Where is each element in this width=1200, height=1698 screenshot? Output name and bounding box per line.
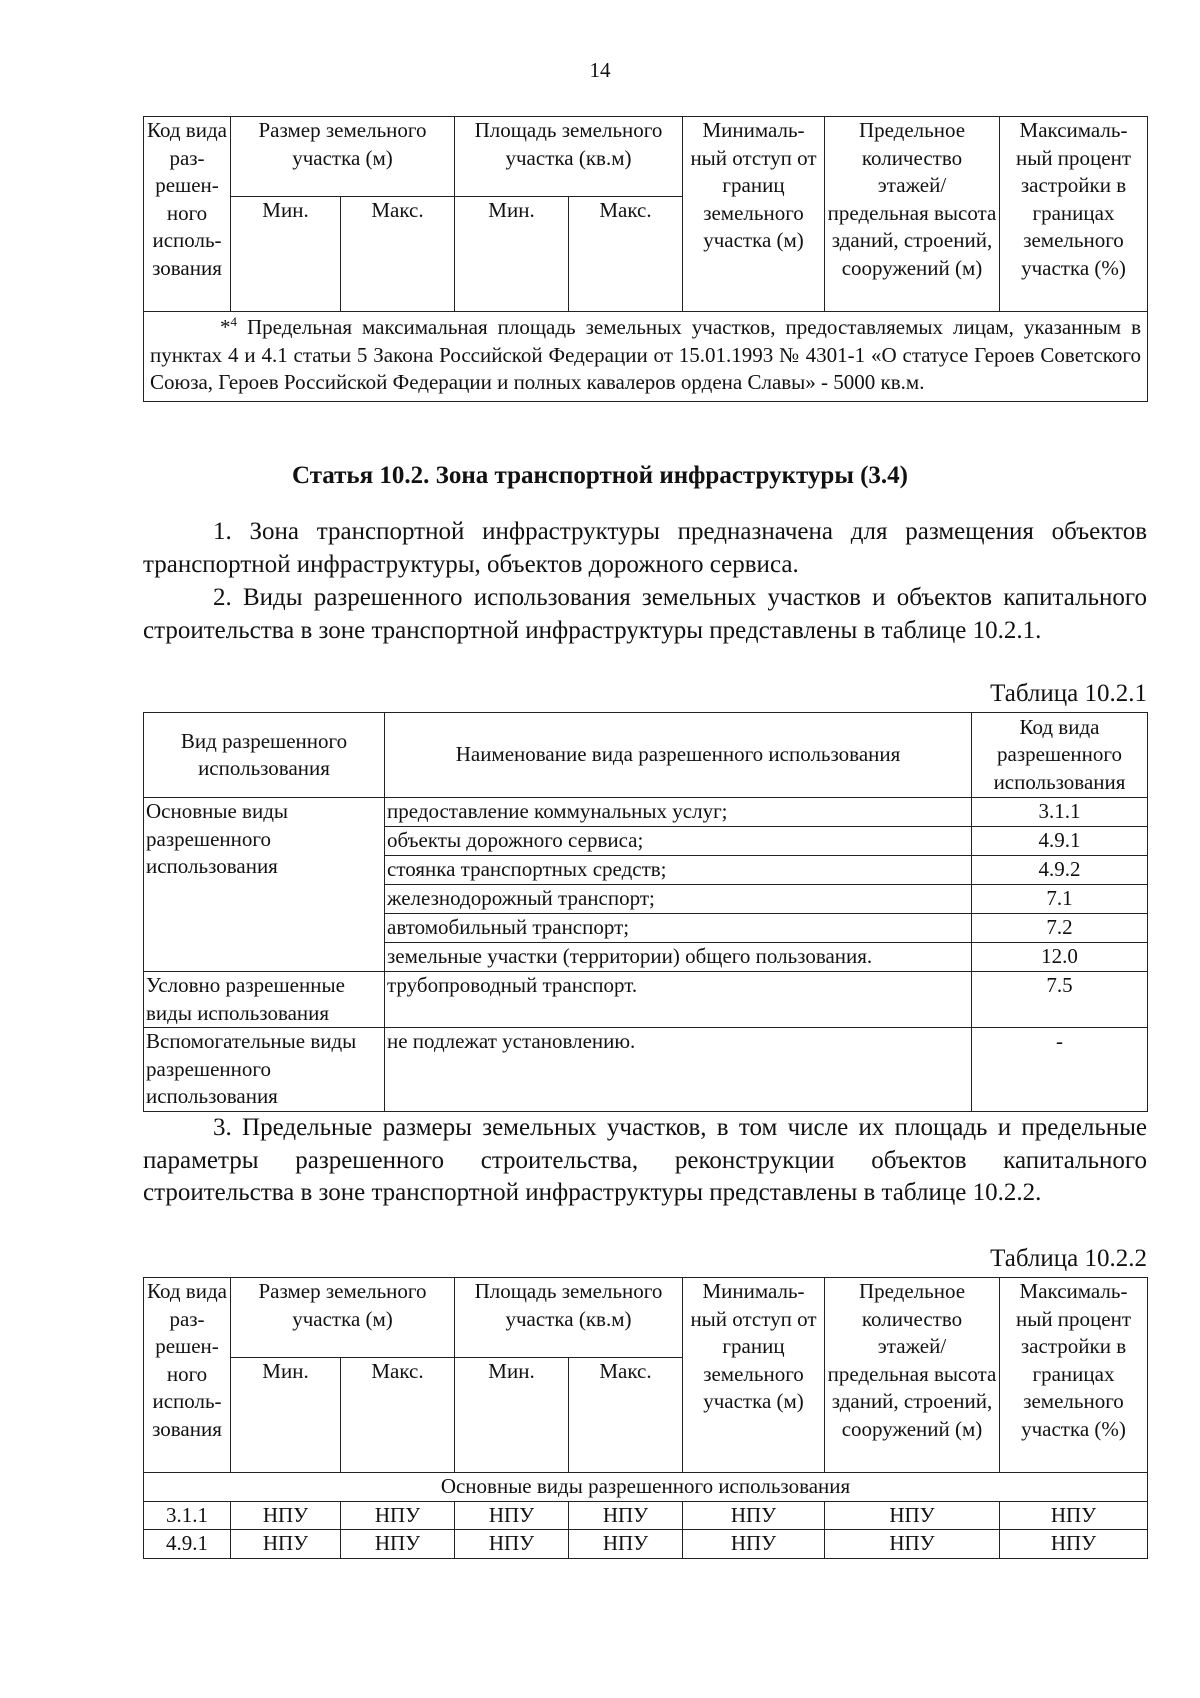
table-10-2-1	[143, 712, 1148, 1112]
t1-row-code: -	[972, 1028, 1148, 1112]
header-coverage: Максималь-ный процент застройки в границах земельного участка (%)	[1000, 1278, 1148, 1473]
footnote	[144, 312, 1148, 402]
t1-group-conditional: Условно разрешенные виды использования	[144, 972, 385, 1028]
header-plot-size: Размер земельного участка (м)	[231, 117, 455, 197]
t1-row-code: 7.5	[972, 972, 1148, 1028]
header-plot-area: Площадь земельного участка (кв.м)	[455, 1278, 683, 1358]
params-table-continuation	[143, 116, 1148, 402]
header-plot-area: Площадь земельного участка (кв.м)	[455, 117, 683, 197]
t1-row-code: 12.0	[972, 943, 1148, 972]
t2-cell: НПУ	[341, 1530, 455, 1559]
header-setback: Минималь-ный отступ от границ земельного участка (м)	[683, 1278, 825, 1473]
table1-caption: Таблица 10.2.1	[990, 680, 1147, 707]
header-floors: Предельное количество этажей/ предельная высота зданий, строений, сооружений (м)	[825, 117, 1000, 312]
footnote-sup: 4	[230, 314, 237, 329]
t1-row-code: 7.2	[972, 914, 1148, 943]
header-min: Мин.	[231, 197, 341, 312]
t1-header-kind: Вид разрешенного использования	[144, 713, 385, 798]
t2-cell: НПУ	[825, 1530, 1000, 1559]
t2-section-main: Основные виды разрешенного использования	[144, 1473, 1148, 1502]
paragraph-1	[143, 516, 1147, 581]
header-max: Макс.	[569, 197, 683, 312]
t2-cell: НПУ	[231, 1501, 341, 1530]
t1-header-code: Код вида разрешенного использования	[972, 713, 1148, 798]
header-floors: Предельное количество этажей/ предельная высота зданий, строений, сооружений (м)	[825, 1278, 1000, 1473]
header-coverage: Максималь-ный процент застройки в границах земельного участка (%)	[1000, 117, 1148, 312]
article-heading: Статья 10.2. Зона транспортной инфраструктуры (3.4)	[291, 462, 909, 489]
page-number: 14	[589, 58, 611, 82]
t1-group-main: Основные виды разрешенного использования	[144, 798, 385, 972]
paragraph-2	[143, 582, 1147, 647]
header-max: Макс.	[341, 197, 455, 312]
t1-row-code: 7.1	[972, 885, 1148, 914]
t2-cell: 3.1.1	[144, 1501, 231, 1530]
header-code: Код вида раз-решен-ного исполь-зования	[144, 1278, 231, 1473]
t1-row-name: не подлежат установлению.	[385, 1028, 972, 1112]
t1-row-name: автомобильный транспорт;	[385, 914, 972, 943]
t2-cell: 4.9.1	[144, 1530, 231, 1559]
header-min: Мин.	[455, 197, 569, 312]
t2-cell: НПУ	[231, 1530, 341, 1559]
t1-row-code: 3.1.1	[972, 798, 1148, 827]
paragraph-1-text: 1. Зона транспортной инфраструктуры предназначена для размещения объектов транспортной инфраструктуры, объектов дорожного сервиса.	[143, 518, 1147, 578]
header-code: Код вида раз-решен-ного исполь-зования	[144, 117, 231, 312]
t1-group-auxiliary: Вспомогательные виды разрешенного использования	[144, 1028, 385, 1112]
t2-cell: НПУ	[569, 1530, 683, 1559]
table2-caption: Таблица 10.2.2	[990, 1245, 1147, 1272]
header-setback: Минималь-ный отступ от границ земельного участка (м)	[683, 117, 825, 312]
t1-row-name: трубопроводный транспорт.	[385, 972, 972, 1028]
paragraph-3-text: 3. Предельные размеры земельных участков, в том числе их площадь и предельные параметры разрешенного строительства, реконструкции объектов капитального строительства в зоне транспортной инфраструктуры представлены в таблице 10.2.2.	[143, 1114, 1147, 1206]
t1-header-name: Наименование вида разрешенного использования	[385, 713, 972, 798]
t2-cell: НПУ	[569, 1501, 683, 1530]
footnote-mark: *	[220, 315, 231, 339]
header-max: Макс.	[569, 1358, 683, 1473]
t1-row-name: предоставление коммунальных услуг;	[385, 798, 972, 827]
t1-row-name: земельные участки (территории) общего пользования.	[385, 943, 972, 972]
t2-cell: НПУ	[1000, 1501, 1148, 1530]
header-plot-size: Размер земельного участка (м)	[231, 1278, 455, 1358]
footnote-text: Предельная максимальная площадь земельных участков, предоставляемых лицам, указанным в пунктах 4 и 4.1 статьи 5 Закона Российской Федерации от 15.01.1993 № 4301-1 «О статусе Героев Советского Союза, Героев Российской Федерации и полных кавалеров ордена Славы» - 5000 кв.м.	[150, 315, 1141, 394]
t2-cell: НПУ	[455, 1530, 569, 1559]
t1-row-name: железнодорожный транспорт;	[385, 885, 972, 914]
header-max: Макс.	[341, 1358, 455, 1473]
header-min: Мин.	[231, 1358, 341, 1473]
table-10-2-2	[143, 1277, 1148, 1559]
t1-row-name: объекты дорожного сервиса;	[385, 827, 972, 856]
t1-row-name: стоянка транспортных средств;	[385, 856, 972, 885]
paragraph-2-text: 2. Виды разрешенного использования земельных участков и объектов капитального строительства в зоне транспортной инфраструктуры представлены в таблице 10.2.1.	[143, 584, 1147, 644]
t1-row-code: 4.9.1	[972, 827, 1148, 856]
t2-cell: НПУ	[1000, 1530, 1148, 1559]
t2-cell: НПУ	[825, 1501, 1000, 1530]
paragraph-3	[143, 1112, 1147, 1210]
t2-cell: НПУ	[683, 1530, 825, 1559]
t2-cell: НПУ	[341, 1501, 455, 1530]
t2-cell: НПУ	[683, 1501, 825, 1530]
t2-cell: НПУ	[455, 1501, 569, 1530]
t1-row-code: 4.9.2	[972, 856, 1148, 885]
header-min: Мин.	[455, 1358, 569, 1473]
